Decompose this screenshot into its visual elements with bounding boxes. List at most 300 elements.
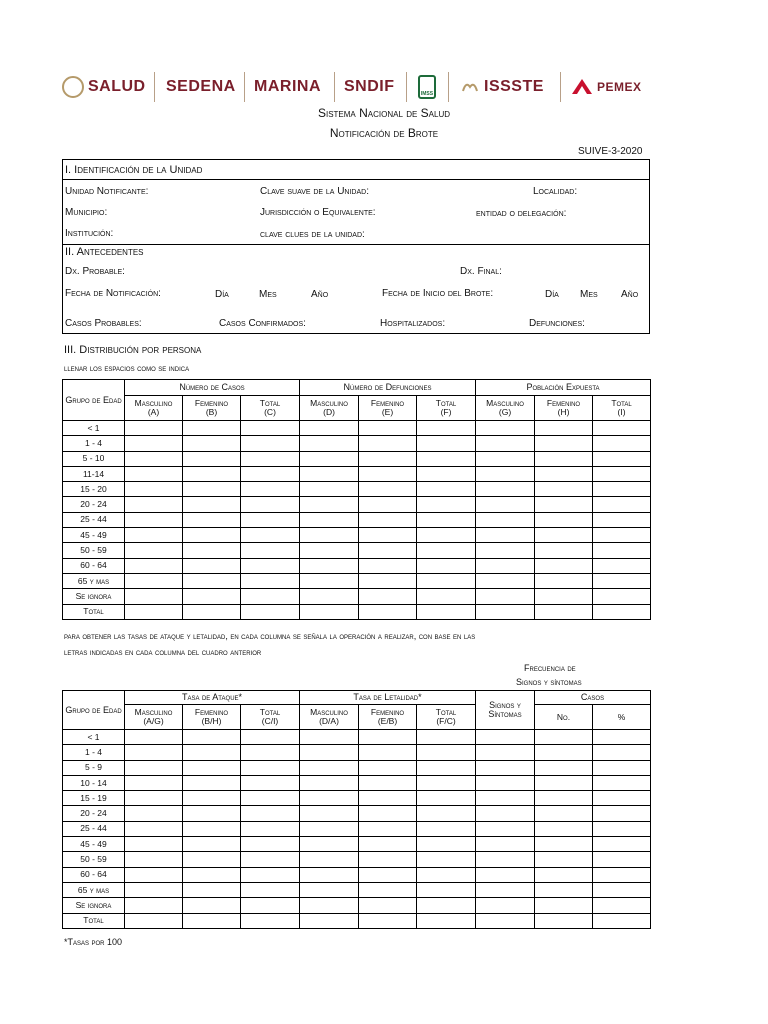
entry-cell[interactable] <box>359 760 417 775</box>
entry-cell[interactable] <box>241 528 300 543</box>
subhead-cell <box>417 705 476 730</box>
entry-cell[interactable] <box>535 775 593 790</box>
rates-table <box>62 690 651 929</box>
subhead-label: Total <box>259 398 281 408</box>
entry-cell[interactable] <box>359 589 417 604</box>
sedena-wordmark: SEDENA <box>166 78 236 95</box>
entry-cell[interactable] <box>417 745 476 760</box>
entry-cell[interactable] <box>125 451 183 466</box>
subhead-cell <box>183 396 241 421</box>
sndif-wordmark: SNDIF <box>344 78 395 95</box>
table-row <box>63 497 651 512</box>
entry-cell[interactable] <box>183 543 241 558</box>
entry-cell[interactable] <box>593 882 651 897</box>
entry-cell[interactable] <box>593 913 651 928</box>
entry-cell[interactable] <box>300 421 359 436</box>
entry-cell[interactable] <box>300 837 359 852</box>
entry-cell[interactable] <box>241 482 300 497</box>
subhead-label: Masculino <box>134 398 173 408</box>
entry-cell[interactable] <box>300 512 359 527</box>
entry-cell[interactable] <box>359 882 417 897</box>
entry-cell[interactable] <box>476 730 535 745</box>
entry-cell[interactable] <box>241 852 300 867</box>
entry-cell[interactable] <box>359 528 417 543</box>
entry-cell[interactable] <box>183 589 241 604</box>
entry-cell[interactable] <box>241 543 300 558</box>
entry-cell[interactable] <box>593 760 651 775</box>
entry-cell[interactable] <box>300 852 359 867</box>
entry-cell[interactable] <box>359 497 417 512</box>
entry-cell[interactable] <box>417 730 476 745</box>
entry-cell[interactable] <box>359 451 417 466</box>
entry-cell[interactable] <box>359 867 417 882</box>
subhead-code: (E) <box>381 407 394 417</box>
entry-cell[interactable] <box>593 867 651 882</box>
municipio-label: Municipio: <box>65 207 108 218</box>
subhead-cell <box>417 396 476 421</box>
entry-cell[interactable] <box>300 867 359 882</box>
entry-cell[interactable] <box>241 451 300 466</box>
entry-cell[interactable] <box>417 497 476 512</box>
entry-cell[interactable] <box>183 913 241 928</box>
entry-cell[interactable] <box>476 497 535 512</box>
entry-cell[interactable] <box>241 421 300 436</box>
entry-cell[interactable] <box>417 775 476 790</box>
entry-cell[interactable] <box>359 512 417 527</box>
defunciones-label: Defunciones: <box>529 318 585 329</box>
entry-cell[interactable] <box>183 558 241 573</box>
entry-cell[interactable] <box>476 543 535 558</box>
subhead-label: Femenino <box>370 707 405 717</box>
section-2-heading: II. Antecedentes <box>65 246 144 258</box>
subhead-label: Masculino <box>486 398 524 408</box>
entry-cell[interactable] <box>241 913 300 928</box>
marina-wordmark: MARINA <box>254 78 321 95</box>
entry-cell[interactable] <box>417 760 476 775</box>
entry-cell[interactable] <box>593 497 651 512</box>
entry-cell[interactable] <box>417 604 476 619</box>
entry-cell[interactable] <box>535 466 593 481</box>
entry-cell[interactable] <box>417 898 476 913</box>
entry-cell[interactable] <box>241 730 300 745</box>
entry-cell[interactable] <box>535 867 593 882</box>
entry-cell[interactable] <box>593 604 651 619</box>
entry-cell[interactable] <box>476 558 535 573</box>
entry-cell[interactable] <box>183 821 241 836</box>
entry-cell[interactable] <box>359 604 417 619</box>
entry-cell[interactable] <box>125 852 183 867</box>
entry-cell[interactable] <box>300 730 359 745</box>
entry-cell[interactable] <box>300 573 359 588</box>
entry-cell[interactable] <box>417 837 476 852</box>
entry-cell[interactable] <box>300 760 359 775</box>
subhead-code: (C/I) <box>261 716 279 726</box>
entry-cell[interactable] <box>535 745 593 760</box>
entry-cell[interactable] <box>241 589 300 604</box>
entry-cell[interactable] <box>241 760 300 775</box>
entry-cell[interactable] <box>125 745 183 760</box>
table-row <box>63 882 651 897</box>
entry-cell[interactable] <box>417 791 476 806</box>
subhead-code: (A) <box>147 407 160 417</box>
entry-cell[interactable] <box>593 775 651 790</box>
entry-cell[interactable] <box>593 898 651 913</box>
entry-cell[interactable] <box>593 482 651 497</box>
age-group-label: 65 y mas <box>63 573 125 588</box>
entry-cell[interactable] <box>183 760 241 775</box>
dx-final-label: Dx. Final: <box>460 266 502 277</box>
age-group-label: 10 - 14 <box>63 775 125 790</box>
entry-cell[interactable] <box>535 837 593 852</box>
entry-cell[interactable] <box>241 436 300 451</box>
subhead-label: Total <box>435 707 457 717</box>
entry-cell[interactable] <box>125 421 183 436</box>
entry-cell[interactable] <box>417 436 476 451</box>
inicio-dia-label: Día <box>545 289 559 300</box>
entry-cell[interactable] <box>593 589 651 604</box>
entry-cell[interactable] <box>300 806 359 821</box>
entry-cell[interactable] <box>125 791 183 806</box>
entry-cell[interactable] <box>535 791 593 806</box>
entry-cell[interactable] <box>359 837 417 852</box>
entry-cell[interactable] <box>300 821 359 836</box>
entry-cell[interactable] <box>476 436 535 451</box>
subhead-cell <box>241 705 300 730</box>
entry-cell[interactable] <box>183 852 241 867</box>
entry-cell[interactable] <box>125 512 183 527</box>
entry-cell[interactable] <box>535 451 593 466</box>
entry-cell[interactable] <box>183 528 241 543</box>
entry-cell[interactable] <box>183 898 241 913</box>
entry-cell[interactable] <box>359 745 417 760</box>
entry-cell[interactable] <box>417 451 476 466</box>
institution-logos-banner <box>62 66 652 108</box>
entry-cell[interactable] <box>300 558 359 573</box>
subhead-cell <box>241 396 300 421</box>
entry-cell[interactable] <box>241 806 300 821</box>
entry-cell[interactable] <box>359 543 417 558</box>
entry-cell[interactable] <box>593 852 651 867</box>
subhead-label: Femenino <box>370 398 405 408</box>
entry-cell[interactable] <box>359 558 417 573</box>
entry-cell[interactable] <box>417 913 476 928</box>
entry-cell[interactable] <box>535 528 593 543</box>
entry-cell[interactable] <box>535 760 593 775</box>
entry-cell[interactable] <box>593 745 651 760</box>
entry-cell[interactable] <box>535 730 593 745</box>
entry-cell[interactable] <box>300 528 359 543</box>
entry-cell[interactable] <box>125 528 183 543</box>
clave-suave-label: Clave suave de la Unidad: <box>260 186 369 197</box>
entry-cell[interactable] <box>476 482 535 497</box>
entry-cell[interactable] <box>183 573 241 588</box>
entry-cell[interactable] <box>593 791 651 806</box>
notif-dia-label: Día <box>215 289 229 300</box>
entry-cell[interactable] <box>241 837 300 852</box>
entry-cell[interactable] <box>183 421 241 436</box>
entry-cell[interactable] <box>183 482 241 497</box>
entry-cell[interactable] <box>476 837 535 852</box>
entry-cell[interactable] <box>125 882 183 897</box>
subhead-cell <box>183 705 241 730</box>
entry-cell[interactable] <box>535 512 593 527</box>
entry-cell[interactable] <box>125 482 183 497</box>
entry-cell[interactable] <box>183 775 241 790</box>
subhead-cell <box>300 705 359 730</box>
entry-cell[interactable] <box>476 791 535 806</box>
imss-icon: IMSS <box>418 75 436 99</box>
entry-cell[interactable] <box>183 806 241 821</box>
entry-cell[interactable] <box>241 497 300 512</box>
subhead-code: (B/H) <box>201 716 222 726</box>
entry-cell[interactable] <box>300 589 359 604</box>
entry-cell[interactable] <box>359 898 417 913</box>
entry-cell[interactable] <box>359 791 417 806</box>
entry-cell[interactable] <box>593 558 651 573</box>
sedena-logo <box>166 66 236 108</box>
entry-cell[interactable] <box>417 528 476 543</box>
entry-cell[interactable] <box>476 806 535 821</box>
entry-cell[interactable] <box>476 867 535 882</box>
entry-cell[interactable] <box>300 466 359 481</box>
entry-cell[interactable] <box>535 421 593 436</box>
subhead-code: (F/C) <box>436 716 456 726</box>
entry-cell[interactable] <box>476 852 535 867</box>
entry-cell[interactable] <box>476 882 535 897</box>
entry-cell[interactable] <box>241 882 300 897</box>
distribution-table <box>62 379 651 620</box>
entry-cell[interactable] <box>476 421 535 436</box>
entry-cell[interactable] <box>183 730 241 745</box>
table-row <box>63 589 651 604</box>
entry-cell[interactable] <box>359 806 417 821</box>
entry-cell[interactable] <box>417 558 476 573</box>
fecha-notificacion-label: Fecha de Notificación: <box>65 288 161 299</box>
entry-cell[interactable] <box>359 573 417 588</box>
entry-cell[interactable] <box>417 589 476 604</box>
entry-cell[interactable] <box>535 543 593 558</box>
entry-cell[interactable] <box>125 913 183 928</box>
entry-cell[interactable] <box>125 837 183 852</box>
entry-cell[interactable] <box>241 466 300 481</box>
entry-cell[interactable] <box>183 512 241 527</box>
entry-cell[interactable] <box>417 466 476 481</box>
entry-cell[interactable] <box>535 852 593 867</box>
entry-cell[interactable] <box>125 558 183 573</box>
entry-cell[interactable] <box>417 806 476 821</box>
entry-cell[interactable] <box>593 821 651 836</box>
entry-cell[interactable] <box>300 604 359 619</box>
entry-cell[interactable] <box>593 451 651 466</box>
entry-cell[interactable] <box>417 512 476 527</box>
entry-cell[interactable] <box>300 436 359 451</box>
entry-cell[interactable] <box>241 745 300 760</box>
subhead-label: Total <box>611 398 632 408</box>
entry-cell[interactable] <box>476 913 535 928</box>
entry-cell[interactable] <box>593 806 651 821</box>
entry-cell[interactable] <box>593 573 651 588</box>
pemex-logo <box>570 66 642 108</box>
entry-cell[interactable] <box>476 898 535 913</box>
entry-cell[interactable] <box>300 898 359 913</box>
entry-cell[interactable] <box>241 791 300 806</box>
entry-cell[interactable] <box>183 451 241 466</box>
entry-cell[interactable] <box>476 775 535 790</box>
entry-cell[interactable] <box>359 852 417 867</box>
entry-cell[interactable] <box>593 436 651 451</box>
document-subtitle: Notificación de Brote <box>329 126 439 140</box>
entry-cell[interactable] <box>300 791 359 806</box>
entry-cell[interactable] <box>476 466 535 481</box>
entry-cell[interactable] <box>125 821 183 836</box>
entry-cell[interactable] <box>359 730 417 745</box>
entry-cell[interactable] <box>300 451 359 466</box>
table-row <box>63 791 651 806</box>
entry-cell[interactable] <box>125 867 183 882</box>
entry-cell[interactable] <box>359 436 417 451</box>
entry-cell[interactable] <box>300 745 359 760</box>
entry-cell[interactable] <box>359 421 417 436</box>
entry-cell[interactable] <box>300 913 359 928</box>
localidad-label: Localidad: <box>533 186 578 197</box>
table-row <box>63 867 651 882</box>
entry-cell[interactable] <box>476 451 535 466</box>
entry-cell[interactable] <box>241 558 300 573</box>
entry-cell[interactable] <box>417 867 476 882</box>
entry-cell[interactable] <box>241 821 300 836</box>
entry-cell[interactable] <box>241 775 300 790</box>
entry-cell[interactable] <box>125 775 183 790</box>
entry-cell[interactable] <box>125 589 183 604</box>
entry-cell[interactable] <box>535 558 593 573</box>
entry-cell[interactable] <box>476 528 535 543</box>
grupo-edad-header: Grupo de Edad <box>63 380 125 421</box>
entry-cell[interactable] <box>593 837 651 852</box>
entry-cell[interactable] <box>125 806 183 821</box>
entry-cell[interactable] <box>300 775 359 790</box>
entry-cell[interactable] <box>535 573 593 588</box>
age-group-label: 5 - 9 <box>63 760 125 775</box>
subhead-code: (G) <box>498 407 512 417</box>
entry-cell[interactable] <box>359 482 417 497</box>
clues-label: clave clues de la unidad: <box>260 229 365 240</box>
entry-cell[interactable] <box>300 882 359 897</box>
entry-cell[interactable] <box>125 730 183 745</box>
entry-cell[interactable] <box>125 760 183 775</box>
entry-cell[interactable] <box>125 497 183 512</box>
entry-cell[interactable] <box>241 512 300 527</box>
entry-cell[interactable] <box>241 573 300 588</box>
entry-cell[interactable] <box>417 421 476 436</box>
entry-cell[interactable] <box>125 466 183 481</box>
table-row <box>63 436 651 451</box>
entry-cell[interactable] <box>593 528 651 543</box>
entry-cell[interactable] <box>241 867 300 882</box>
age-group-label: 15 - 20 <box>63 482 125 497</box>
entry-cell[interactable] <box>417 482 476 497</box>
entry-cell[interactable] <box>476 745 535 760</box>
entry-cell[interactable] <box>593 730 651 745</box>
entry-cell[interactable] <box>535 913 593 928</box>
entry-cell[interactable] <box>417 821 476 836</box>
entry-cell[interactable] <box>476 512 535 527</box>
entry-cell[interactable] <box>183 466 241 481</box>
entry-cell[interactable] <box>476 604 535 619</box>
entry-cell[interactable] <box>300 482 359 497</box>
entry-cell[interactable] <box>535 604 593 619</box>
entry-cell[interactable] <box>417 852 476 867</box>
entry-cell[interactable] <box>241 898 300 913</box>
entry-cell[interactable] <box>300 543 359 558</box>
entry-cell[interactable] <box>183 436 241 451</box>
entry-cell[interactable] <box>535 482 593 497</box>
entry-cell[interactable] <box>535 497 593 512</box>
entry-cell[interactable] <box>476 589 535 604</box>
entry-cell[interactable] <box>125 604 183 619</box>
age-group-label: 5 - 10 <box>63 451 125 466</box>
entry-cell[interactable] <box>183 745 241 760</box>
subhead-code: (C) <box>264 407 276 417</box>
entry-cell[interactable] <box>535 821 593 836</box>
unidad-notificante-label: Unidad Notificante: <box>65 186 149 197</box>
entry-cell[interactable] <box>417 882 476 897</box>
entry-cell[interactable] <box>359 913 417 928</box>
entry-cell[interactable] <box>183 882 241 897</box>
entry-cell[interactable] <box>476 760 535 775</box>
entry-cell[interactable] <box>183 837 241 852</box>
entry-cell[interactable] <box>535 436 593 451</box>
table-row <box>63 573 651 588</box>
entry-cell[interactable] <box>125 436 183 451</box>
table-row <box>63 730 651 745</box>
entry-cell[interactable] <box>417 543 476 558</box>
entry-cell[interactable] <box>535 806 593 821</box>
frecuencia-label-2: Signos y síntomas <box>516 677 582 687</box>
age-group-label: Total <box>63 604 125 619</box>
subhead-cell <box>535 396 593 421</box>
table-row <box>63 775 651 790</box>
issste-wordmark: ISSSTE <box>484 78 544 95</box>
entry-cell[interactable] <box>359 821 417 836</box>
entry-cell[interactable] <box>593 466 651 481</box>
age-group-label: 50 - 59 <box>63 543 125 558</box>
table-row <box>63 898 651 913</box>
entry-cell[interactable] <box>125 543 183 558</box>
entry-cell[interactable] <box>593 512 651 527</box>
entry-cell[interactable] <box>359 466 417 481</box>
entry-cell[interactable] <box>183 604 241 619</box>
entry-cell[interactable] <box>183 791 241 806</box>
age-group-label: 1 - 4 <box>63 436 125 451</box>
entry-cell[interactable] <box>593 543 651 558</box>
entry-cell[interactable] <box>359 775 417 790</box>
entry-cell[interactable] <box>183 497 241 512</box>
entry-cell[interactable] <box>476 821 535 836</box>
entry-cell[interactable] <box>535 882 593 897</box>
entry-cell[interactable] <box>593 421 651 436</box>
age-group-label: Se ignora <box>63 898 125 913</box>
entry-cell[interactable] <box>183 867 241 882</box>
entry-cell[interactable] <box>417 573 476 588</box>
entry-cell[interactable] <box>535 898 593 913</box>
entry-cell[interactable] <box>125 898 183 913</box>
entry-cell[interactable] <box>125 573 183 588</box>
entry-cell[interactable] <box>241 604 300 619</box>
entry-cell[interactable] <box>300 497 359 512</box>
entry-cell[interactable] <box>535 589 593 604</box>
marina-logo <box>254 66 321 108</box>
entry-cell[interactable] <box>476 573 535 588</box>
